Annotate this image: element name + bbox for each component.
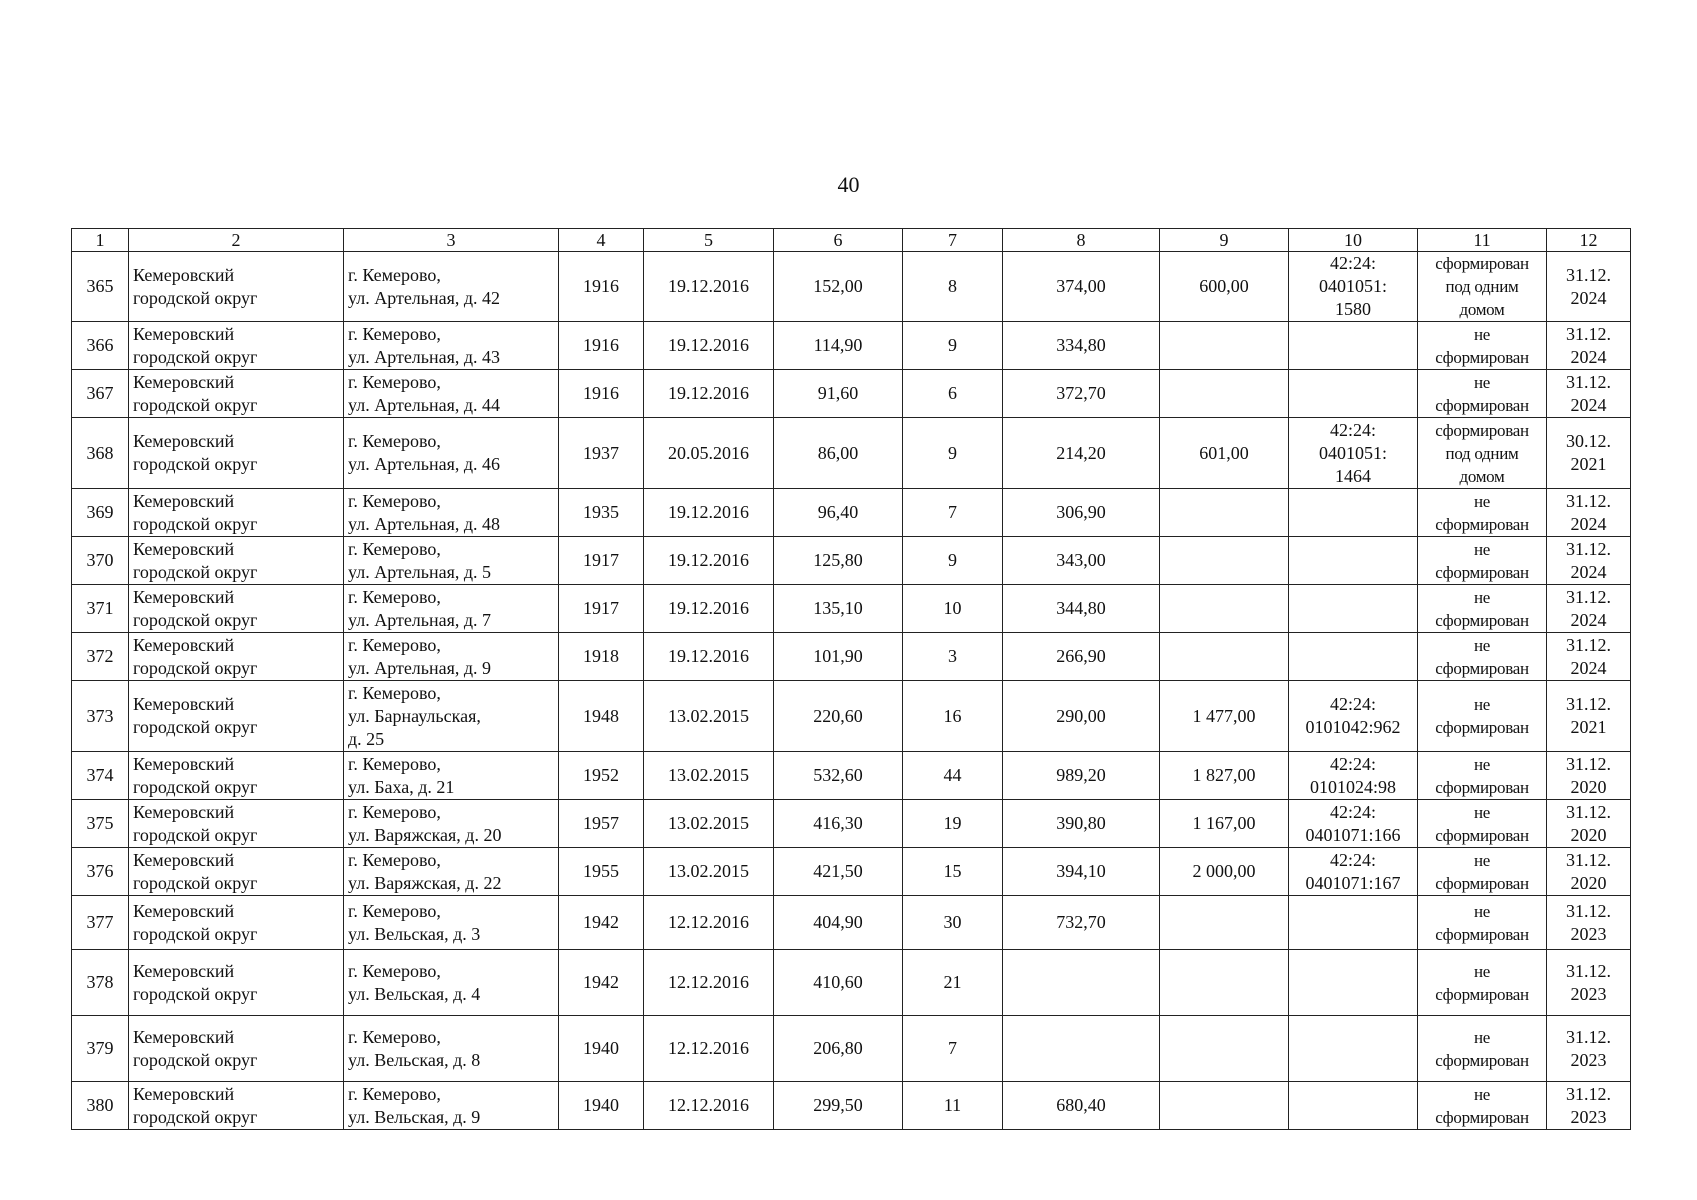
column-8-cell: 372,70 <box>1003 370 1160 418</box>
district-cell: Кемеровский городской округ <box>129 370 344 418</box>
column-header: 7 <box>903 229 1003 252</box>
year-cell: 1916 <box>559 322 644 370</box>
column-header: 8 <box>1003 229 1160 252</box>
area-cell: 220,60 <box>774 681 903 752</box>
residents-cell: 9 <box>903 322 1003 370</box>
land-status-cell: не сформирован <box>1418 800 1547 848</box>
table-row <box>72 370 1631 418</box>
residents-cell: 16 <box>903 681 1003 752</box>
date-cell: 19.12.2016 <box>644 633 774 681</box>
table-row <box>72 681 1631 752</box>
cadastral-number-cell <box>1289 585 1418 633</box>
column-8-cell: 680,40 <box>1003 1082 1160 1130</box>
deadline-cell: 31.12. 2023 <box>1547 1082 1631 1130</box>
address-cell: г. Кемерово, ул. Артельная, д. 48 <box>344 489 559 537</box>
residents-cell: 7 <box>903 1016 1003 1082</box>
land-status-cell: не сформирован <box>1418 1016 1547 1082</box>
column-header: 6 <box>774 229 903 252</box>
area-cell: 91,60 <box>774 370 903 418</box>
deadline-cell: 31.12. 2020 <box>1547 800 1631 848</box>
residents-cell: 9 <box>903 537 1003 585</box>
table-body <box>72 252 1631 1130</box>
address-cell: г. Кемерово, ул. Барнаульская, д. 25 <box>344 681 559 752</box>
column-9-cell: 601,00 <box>1160 418 1289 489</box>
year-cell: 1955 <box>559 848 644 896</box>
residents-cell: 11 <box>903 1082 1003 1130</box>
land-status-cell: не сформирован <box>1418 489 1547 537</box>
deadline-cell: 31.12. 2023 <box>1547 1016 1631 1082</box>
column-8-cell: 732,70 <box>1003 896 1160 950</box>
land-status-cell: не сформирован <box>1418 585 1547 633</box>
address-cell: г. Кемерово, ул. Артельная, д. 42 <box>344 252 559 322</box>
date-cell: 19.12.2016 <box>644 537 774 585</box>
date-cell: 13.02.2015 <box>644 800 774 848</box>
district-cell: Кемеровский городской округ <box>129 848 344 896</box>
year-cell: 1916 <box>559 252 644 322</box>
deadline-cell: 31.12. 2024 <box>1547 252 1631 322</box>
residents-cell: 30 <box>903 896 1003 950</box>
cadastral-number-cell <box>1289 322 1418 370</box>
cadastral-number-cell: 42:24: 0101024:98 <box>1289 752 1418 800</box>
address-cell: г. Кемерово, ул. Варяжская, д. 22 <box>344 848 559 896</box>
cadastral-number-cell <box>1289 950 1418 1016</box>
column-9-cell <box>1160 950 1289 1016</box>
column-8-cell: 290,00 <box>1003 681 1160 752</box>
area-cell: 114,90 <box>774 322 903 370</box>
column-9-cell: 1 827,00 <box>1160 752 1289 800</box>
cadastral-number-cell <box>1289 489 1418 537</box>
column-8-cell: 306,90 <box>1003 489 1160 537</box>
area-cell: 410,60 <box>774 950 903 1016</box>
area-cell: 125,80 <box>774 537 903 585</box>
area-cell: 86,00 <box>774 418 903 489</box>
table-row <box>72 800 1631 848</box>
residents-cell: 9 <box>903 418 1003 489</box>
district-cell: Кемеровский городской округ <box>129 681 344 752</box>
date-cell: 20.05.2016 <box>644 418 774 489</box>
land-status-cell: сформирован под одним домом <box>1418 252 1547 322</box>
address-cell: г. Кемерово, ул. Варяжская, д. 20 <box>344 800 559 848</box>
cadastral-number-cell: 42:24: 0401071:166 <box>1289 800 1418 848</box>
column-header: 10 <box>1289 229 1418 252</box>
column-header: 9 <box>1160 229 1289 252</box>
column-number-row <box>72 229 1631 252</box>
table-row <box>72 633 1631 681</box>
cadastral-number-cell <box>1289 370 1418 418</box>
land-status-cell: не сформирован <box>1418 848 1547 896</box>
address-cell: г. Кемерово, ул. Вельская, д. 9 <box>344 1082 559 1130</box>
residents-cell: 8 <box>903 252 1003 322</box>
column-8-cell: 989,20 <box>1003 752 1160 800</box>
table-row <box>72 896 1631 950</box>
table-row <box>72 1016 1631 1082</box>
land-status-cell: не сформирован <box>1418 1082 1547 1130</box>
address-cell: г. Кемерово, ул. Вельская, д. 4 <box>344 950 559 1016</box>
year-cell: 1917 <box>559 585 644 633</box>
area-cell: 152,00 <box>774 252 903 322</box>
row-number-cell: 370 <box>72 537 129 585</box>
land-status-cell: не сформирован <box>1418 322 1547 370</box>
cadastral-number-cell <box>1289 1016 1418 1082</box>
column-header: 5 <box>644 229 774 252</box>
district-cell: Кемеровский городской округ <box>129 252 344 322</box>
date-cell: 12.12.2016 <box>644 1082 774 1130</box>
deadline-cell: 31.12. 2021 <box>1547 681 1631 752</box>
address-cell: г. Кемерово, ул. Артельная, д. 5 <box>344 537 559 585</box>
column-9-cell <box>1160 585 1289 633</box>
year-cell: 1937 <box>559 418 644 489</box>
residents-cell: 10 <box>903 585 1003 633</box>
deadline-cell: 30.12. 2021 <box>1547 418 1631 489</box>
table-row <box>72 418 1631 489</box>
date-cell: 12.12.2016 <box>644 950 774 1016</box>
residents-cell: 6 <box>903 370 1003 418</box>
row-number-cell: 378 <box>72 950 129 1016</box>
column-header: 3 <box>344 229 559 252</box>
deadline-cell: 31.12. 2024 <box>1547 633 1631 681</box>
date-cell: 19.12.2016 <box>644 252 774 322</box>
table-row <box>72 1082 1631 1130</box>
address-cell: г. Кемерово, ул. Артельная, д. 7 <box>344 585 559 633</box>
row-number-cell: 379 <box>72 1016 129 1082</box>
table-row <box>72 322 1631 370</box>
land-status-cell: не сформирован <box>1418 950 1547 1016</box>
district-cell: Кемеровский городской округ <box>129 950 344 1016</box>
column-9-cell <box>1160 633 1289 681</box>
residents-cell: 15 <box>903 848 1003 896</box>
year-cell: 1942 <box>559 950 644 1016</box>
area-cell: 299,50 <box>774 1082 903 1130</box>
row-number-cell: 373 <box>72 681 129 752</box>
land-status-cell: не сформирован <box>1418 537 1547 585</box>
deadline-cell: 31.12. 2024 <box>1547 489 1631 537</box>
year-cell: 1940 <box>559 1082 644 1130</box>
address-cell: г. Кемерово, ул. Баха, д. 21 <box>344 752 559 800</box>
column-8-cell: 394,10 <box>1003 848 1160 896</box>
column-8-cell: 390,80 <box>1003 800 1160 848</box>
table-row <box>72 848 1631 896</box>
district-cell: Кемеровский городской округ <box>129 1016 344 1082</box>
date-cell: 13.02.2015 <box>644 681 774 752</box>
address-cell: г. Кемерово, ул. Артельная, д. 43 <box>344 322 559 370</box>
row-number-cell: 366 <box>72 322 129 370</box>
district-cell: Кемеровский городской округ <box>129 1082 344 1130</box>
column-8-cell: 343,00 <box>1003 537 1160 585</box>
district-cell: Кемеровский городской округ <box>129 418 344 489</box>
row-number-cell: 367 <box>72 370 129 418</box>
column-8-cell <box>1003 950 1160 1016</box>
row-number-cell: 372 <box>72 633 129 681</box>
area-cell: 416,30 <box>774 800 903 848</box>
column-header: 4 <box>559 229 644 252</box>
year-cell: 1916 <box>559 370 644 418</box>
area-cell: 135,10 <box>774 585 903 633</box>
column-9-cell: 600,00 <box>1160 252 1289 322</box>
registry-table <box>71 228 1631 1130</box>
column-header: 1 <box>72 229 129 252</box>
table-row <box>72 585 1631 633</box>
page-number: 40 <box>837 172 860 197</box>
area-cell: 206,80 <box>774 1016 903 1082</box>
district-cell: Кемеровский городской округ <box>129 633 344 681</box>
year-cell: 1952 <box>559 752 644 800</box>
date-cell: 19.12.2016 <box>644 585 774 633</box>
row-number-cell: 369 <box>72 489 129 537</box>
table-row <box>72 489 1631 537</box>
land-status-cell: сформирован под одним домом <box>1418 418 1547 489</box>
deadline-cell: 31.12. 2024 <box>1547 585 1631 633</box>
column-header: 2 <box>129 229 344 252</box>
date-cell: 13.02.2015 <box>644 752 774 800</box>
land-status-cell: не сформирован <box>1418 896 1547 950</box>
address-cell: г. Кемерово, ул. Артельная, д. 44 <box>344 370 559 418</box>
year-cell: 1957 <box>559 800 644 848</box>
address-cell: г. Кемерово, ул. Артельная, д. 9 <box>344 633 559 681</box>
column-9-cell <box>1160 322 1289 370</box>
residents-cell: 19 <box>903 800 1003 848</box>
residents-cell: 3 <box>903 633 1003 681</box>
district-cell: Кемеровский городской округ <box>129 896 344 950</box>
area-cell: 101,90 <box>774 633 903 681</box>
column-9-cell <box>1160 1082 1289 1130</box>
deadline-cell: 31.12. 2024 <box>1547 322 1631 370</box>
address-cell: г. Кемерово, ул. Вельская, д. 8 <box>344 1016 559 1082</box>
deadline-cell: 31.12. 2023 <box>1547 896 1631 950</box>
land-status-cell: не сформирован <box>1418 633 1547 681</box>
date-cell: 19.12.2016 <box>644 370 774 418</box>
residents-cell: 21 <box>903 950 1003 1016</box>
residents-cell: 44 <box>903 752 1003 800</box>
row-number-cell: 365 <box>72 252 129 322</box>
table-row <box>72 252 1631 322</box>
address-cell: г. Кемерово, ул. Вельская, д. 3 <box>344 896 559 950</box>
date-cell: 19.12.2016 <box>644 489 774 537</box>
deadline-cell: 31.12. 2020 <box>1547 848 1631 896</box>
year-cell: 1942 <box>559 896 644 950</box>
area-cell: 96,40 <box>774 489 903 537</box>
year-cell: 1918 <box>559 633 644 681</box>
column-9-cell: 2 000,00 <box>1160 848 1289 896</box>
cadastral-number-cell <box>1289 1082 1418 1130</box>
table-row <box>72 950 1631 1016</box>
cadastral-number-cell <box>1289 537 1418 585</box>
deadline-cell: 31.12. 2023 <box>1547 950 1631 1016</box>
deadline-cell: 31.12. 2024 <box>1547 370 1631 418</box>
column-8-cell: 266,90 <box>1003 633 1160 681</box>
column-8-cell: 334,80 <box>1003 322 1160 370</box>
column-8-cell: 374,00 <box>1003 252 1160 322</box>
column-9-cell <box>1160 537 1289 585</box>
row-number-cell: 375 <box>72 800 129 848</box>
column-9-cell <box>1160 896 1289 950</box>
row-number-cell: 371 <box>72 585 129 633</box>
address-cell: г. Кемерово, ул. Артельная, д. 46 <box>344 418 559 489</box>
row-number-cell: 380 <box>72 1082 129 1130</box>
cadastral-number-cell: 42:24: 0101042:962 <box>1289 681 1418 752</box>
column-9-cell <box>1160 1016 1289 1082</box>
table-row <box>72 537 1631 585</box>
row-number-cell: 368 <box>72 418 129 489</box>
date-cell: 13.02.2015 <box>644 848 774 896</box>
land-status-cell: не сформирован <box>1418 370 1547 418</box>
year-cell: 1935 <box>559 489 644 537</box>
year-cell: 1917 <box>559 537 644 585</box>
date-cell: 19.12.2016 <box>644 322 774 370</box>
row-number-cell: 376 <box>72 848 129 896</box>
cadastral-number-cell: 42:24: 0401051: 1464 <box>1289 418 1418 489</box>
row-number-cell: 374 <box>72 752 129 800</box>
district-cell: Кемеровский городской округ <box>129 752 344 800</box>
land-status-cell: не сформирован <box>1418 681 1547 752</box>
district-cell: Кемеровский городской округ <box>129 537 344 585</box>
year-cell: 1940 <box>559 1016 644 1082</box>
column-8-cell <box>1003 1016 1160 1082</box>
cadastral-number-cell: 42:24: 0401051: 1580 <box>1289 252 1418 322</box>
district-cell: Кемеровский городской округ <box>129 489 344 537</box>
column-8-cell: 214,20 <box>1003 418 1160 489</box>
table-row <box>72 752 1631 800</box>
column-header: 12 <box>1547 229 1631 252</box>
column-9-cell <box>1160 370 1289 418</box>
date-cell: 12.12.2016 <box>644 1016 774 1082</box>
column-9-cell <box>1160 489 1289 537</box>
column-9-cell: 1 167,00 <box>1160 800 1289 848</box>
area-cell: 532,60 <box>774 752 903 800</box>
column-9-cell: 1 477,00 <box>1160 681 1289 752</box>
area-cell: 404,90 <box>774 896 903 950</box>
area-cell: 421,50 <box>774 848 903 896</box>
cadastral-number-cell <box>1289 633 1418 681</box>
district-cell: Кемеровский городской округ <box>129 585 344 633</box>
cadastral-number-cell <box>1289 896 1418 950</box>
deadline-cell: 31.12. 2024 <box>1547 537 1631 585</box>
land-status-cell: не сформирован <box>1418 752 1547 800</box>
date-cell: 12.12.2016 <box>644 896 774 950</box>
residents-cell: 7 <box>903 489 1003 537</box>
column-header: 11 <box>1418 229 1547 252</box>
district-cell: Кемеровский городской округ <box>129 322 344 370</box>
row-number-cell: 377 <box>72 896 129 950</box>
column-8-cell: 344,80 <box>1003 585 1160 633</box>
deadline-cell: 31.12. 2020 <box>1547 752 1631 800</box>
district-cell: Кемеровский городской округ <box>129 800 344 848</box>
cadastral-number-cell: 42:24: 0401071:167 <box>1289 848 1418 896</box>
year-cell: 1948 <box>559 681 644 752</box>
